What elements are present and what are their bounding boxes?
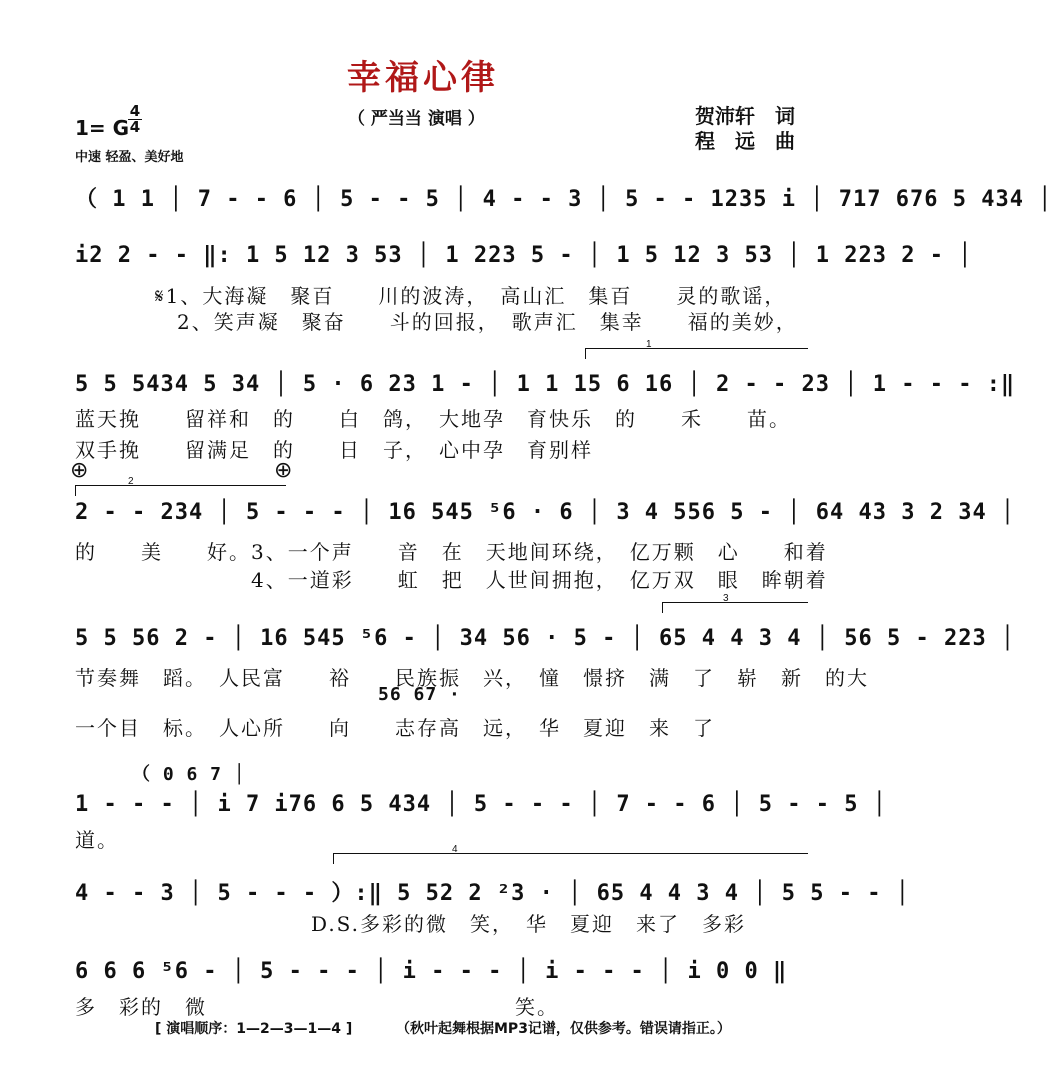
transcription-note: （秋叶起舞根据MP3记谱，仅供参考。错误请指正。） [396,1021,731,1037]
score-row-6: 1 - - - │ i 7 i76 6 5 434 │ 5 - - - │ 7 - - 6 │ 5 - - 5 │ [75,792,887,817]
score-row-8: 6 6 6 ⁵6 - │ 5 - - - │ i - - - │ i - - - │ i 0 0 ‖ [75,959,788,984]
tempo-marking: 中速 轻盈、美好地 [75,150,184,165]
lyric-row-3-verse-2: 双手挽 留满足 的 日 子， 心中孕 育别样 [75,438,593,462]
time-top: 4 [129,102,141,120]
lyric-row-4-verse-2: 4、一道彩 虹 把 人世间拥抱， 亿万双 眼 眸朝着 [75,568,828,592]
volta-4: 4 [333,853,808,864]
volta-2: 2 [75,485,286,496]
score-row-4: 2 - - 234 │ 5 - - - │ 16 545 ⁵6 · 6 │ 3 4 556 5 - │ 64 43 3 2 34 │ [75,500,1016,525]
composer: 程 远 曲 [695,129,795,153]
lyricist: 贺沛轩 词 [695,104,795,128]
volta-3: 3 [662,602,808,613]
key-signature: 1= G [75,116,130,140]
lyric-row-3-verse-1: 蓝天挽 留祥和 的 白 鸽， 大地孕 育快乐 的 禾 苗。 [75,407,791,431]
lyric-row-4-verse-1: 的 美 好。3、一个声 音 在 天地间环绕， 亿万颗 心 和着 [75,540,828,564]
lyric-row-8: 多 彩的 微 笑。 [75,995,559,1019]
lyric-row-6: 道。 [75,828,119,852]
alt-notes: 56 67 · [378,684,461,705]
score-row-2: i2 2 - - ‖: 1 5 12 3 53 │ 1 223 5 - │ 1 5 12 3 53 │ 1 223 2 - │ [75,243,973,268]
performer: （ 严当当 演唱 ） [348,109,485,129]
performance-order: [ 演唱顺序：1—2—3—1—4 ] [155,1021,353,1037]
score-row-7: 4 - - 3 │ 5 - - - ）:‖ 5 52 2 ²3 · │ 65 4 4 3 4 │ 5 5 - - │ [75,881,910,906]
volta-1: 1 [585,348,808,359]
time-bottom: 4 [129,118,141,136]
pickup-notes: （ 0 6 7 │ [132,764,246,785]
lyric-row-5-verse-2: 一个目 标。 人心所 向 志存高 远， 华 夏迎 来 了 [75,716,715,740]
time-signature [128,104,142,135]
score-row-3: 5 5 5434 5 34 │ 5 · 6 23 1 - │ 1 1 15 6 16 │ 2 - - 23 │ 1 - - - :‖ [75,372,1016,397]
lyric-row-5-verse-1: 节奏舞 蹈。 人民富 裕 民族振 兴， 憧 憬挤 满 了 崭 新 的大 [75,666,869,690]
lyric-row-7: D.S.多彩的微 笑， 华 夏迎 来了 多彩 [311,912,747,936]
score-row-1: （ 1 1 │ 7 - - 6 │ 5 - - 5 │ 4 - - 3 │ 5 - - 1235 i │ 717 676 5 434 │ [75,187,1052,212]
score-row-5: 5 5 56 2 - │ 16 545 ⁵6 - │ 34 56 · 5 - │ 65 4 4 3 4 │ 56 5 - 223 │ [75,626,1016,651]
coda-sign: ⊕ [70,458,89,483]
lyric-row-2-verse-2: 2、笑声凝 聚奋 斗的回报， 歌声汇 集幸 福的美妙， [155,310,798,334]
coda-sign-2: ⊕ [274,458,293,483]
lyric-row-2-verse-1: 𝄋1、大海凝 聚百 川的波涛， 高山汇 集百 灵的歌谣， [155,284,787,308]
song-title: 幸福心律 [347,58,499,98]
